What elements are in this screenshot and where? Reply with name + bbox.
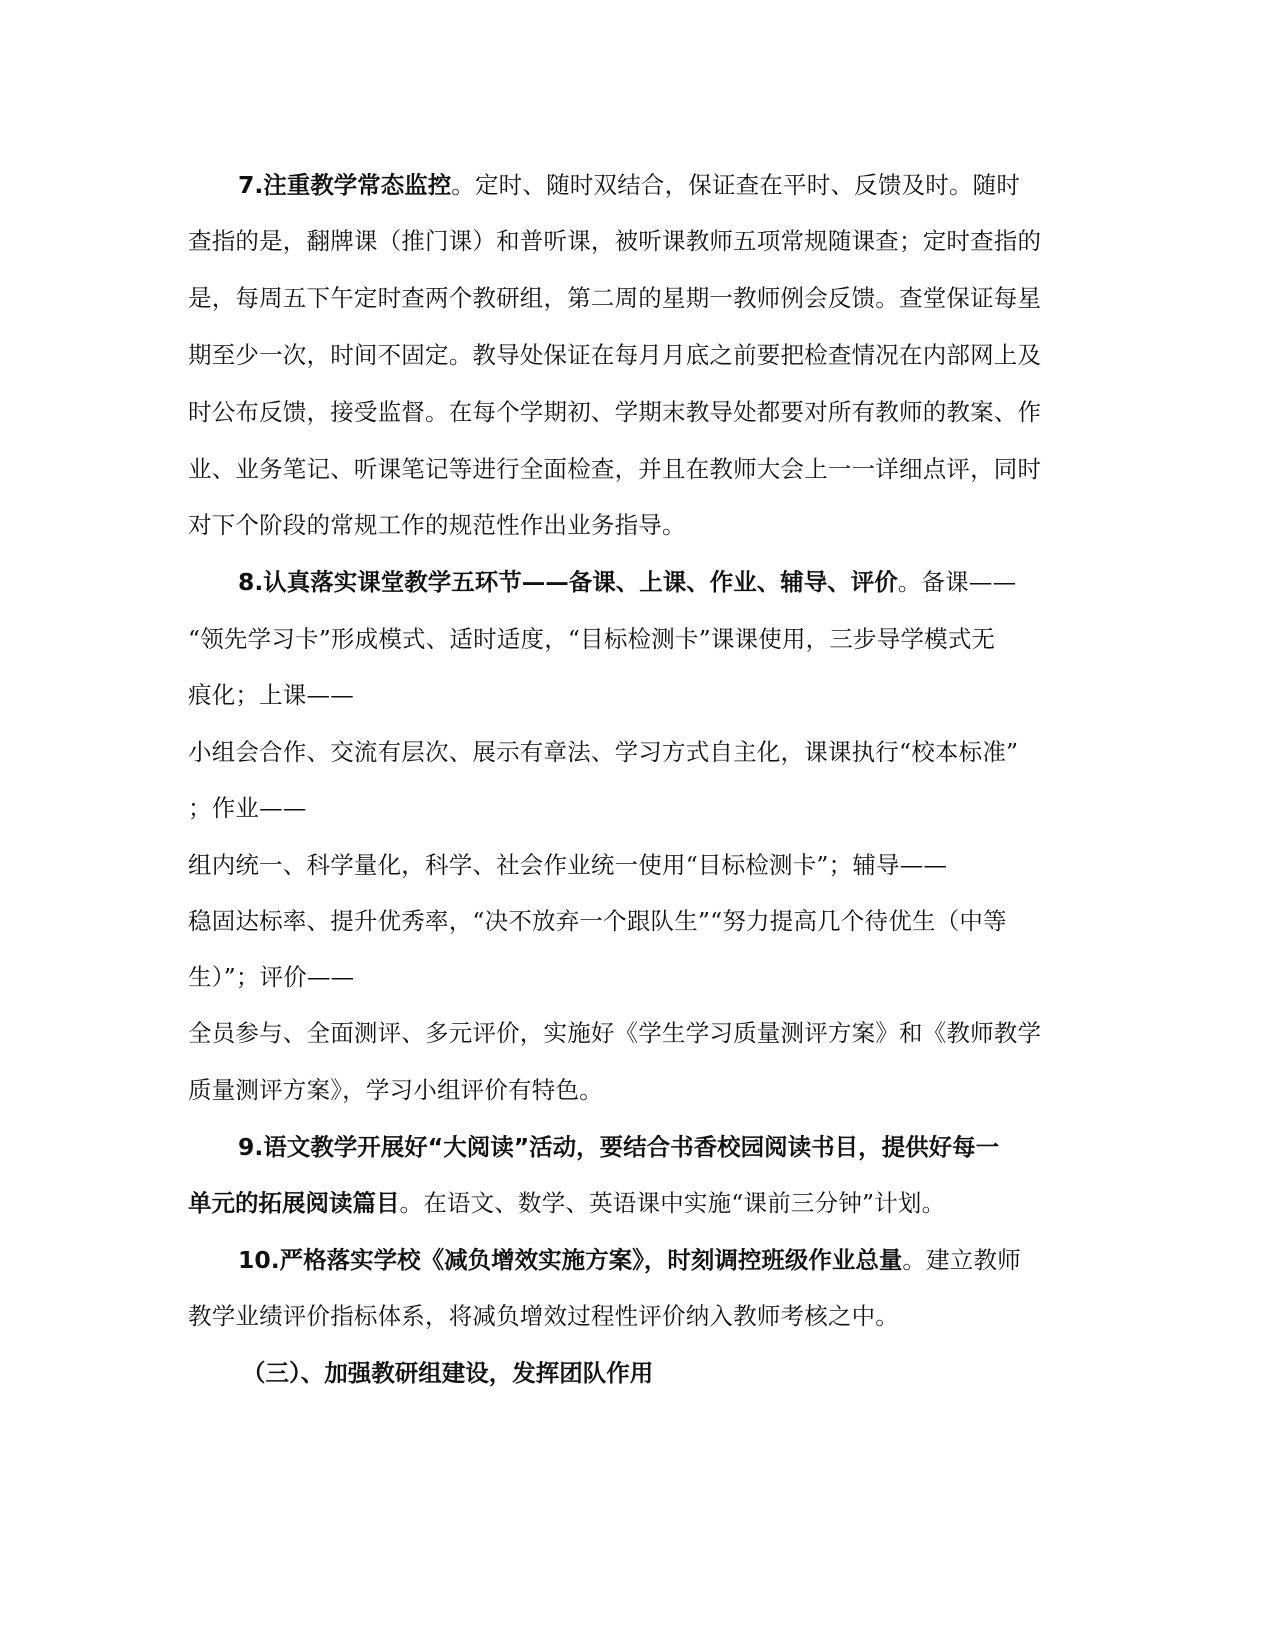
item9-heading-line-1: 9.语文教学开展好“大阅读”活动，要结合书香校园阅读书目，提供好每一: [238, 1133, 1000, 1161]
item7-line-7: 对下个阶段的常规工作的规范性作出业务指导。: [188, 511, 686, 539]
item8-line-9: 全员参与、全面测评、多元评价，实施好《学生学习质量测评方案》和《教师教学: [188, 1019, 1042, 1047]
item10-text: 。建立教师: [902, 1246, 1021, 1274]
item8-line-7: 稳固达标率、提升优秀率，“决不放弃一个跟队生”“努力提高几个待优生（中等: [188, 907, 1007, 935]
item7-line-4: 期至少一次，时间不固定。教导处保证在每月月底之前要把检查情况在内部网上及: [188, 341, 1042, 369]
item7-line-6: 业、业务笔记、听课笔记等进行全面检查，并且在教师大会上一一详细点评，同时: [188, 455, 1042, 483]
item7-line-5: 时公布反馈，接受监督。在每个学期初、学期末教导处都要对所有教师的教案、作: [188, 398, 1042, 426]
item7-line-1: [238, 170, 1138, 200]
item7-line-3: 是，每周五下午定时查两个教研组，第二周的星期一教师例会反馈。查堂保证每星: [188, 284, 1042, 312]
item8-line-4: 小组会合作、交流有层次、展示有章法、学习方式自主化，课课执行“校本标准”: [188, 738, 1019, 766]
item9-heading-line-2: 单元的拓展阅读篇目: [188, 1189, 400, 1217]
section3-heading: （三）、加强教研组建设，发挥团队作用: [242, 1359, 654, 1387]
item8-line-10: 质量测评方案》，学习小组评价有特色。: [188, 1076, 603, 1104]
item8-line-2: “领先学习卡”形成模式、适时适度，“目标检测卡”课课使用，三步导学模式无: [188, 625, 996, 653]
item7-line-2: 查指的是，翻牌课（推门课）和普听课，被听课教师五项常规随课查；定时查指的: [188, 227, 1042, 255]
item10-heading: 10.严格落实学校《减负增效实施方案》，时刻调控班级作业总量: [238, 1246, 903, 1274]
item8-line-5: ；作业——: [188, 794, 307, 822]
item8-line-3: 痕化；上课——: [188, 681, 354, 709]
item9-line-2: [188, 1188, 1088, 1218]
item8-text: 。备课——: [897, 568, 1017, 596]
item7-heading: 7.注重教学常态监控: [238, 171, 452, 199]
item8-heading: 8.认真落实课堂教学五环节——备课、上课、作业、辅导、评价: [238, 568, 898, 596]
item8-line-8: 生）”；评价——: [188, 963, 355, 991]
item7-text: 。定时、随时双结合，保证查在平时、反馈及时。随时: [451, 171, 1021, 199]
item10-line-1: [238, 1245, 1138, 1275]
item8-line-6: 组内统一、科学量化，科学、社会作业统一使用“目标检测卡”；辅导——: [188, 851, 948, 879]
item9-text: 。在语文、数学、英语课中实施“课前三分钟”计划。: [399, 1189, 946, 1217]
item8-line-1: [238, 567, 1138, 597]
item10-line-2: 教学业绩评价指标体系，将减负增效过程性评价纳入教师考核之中。: [188, 1302, 899, 1330]
